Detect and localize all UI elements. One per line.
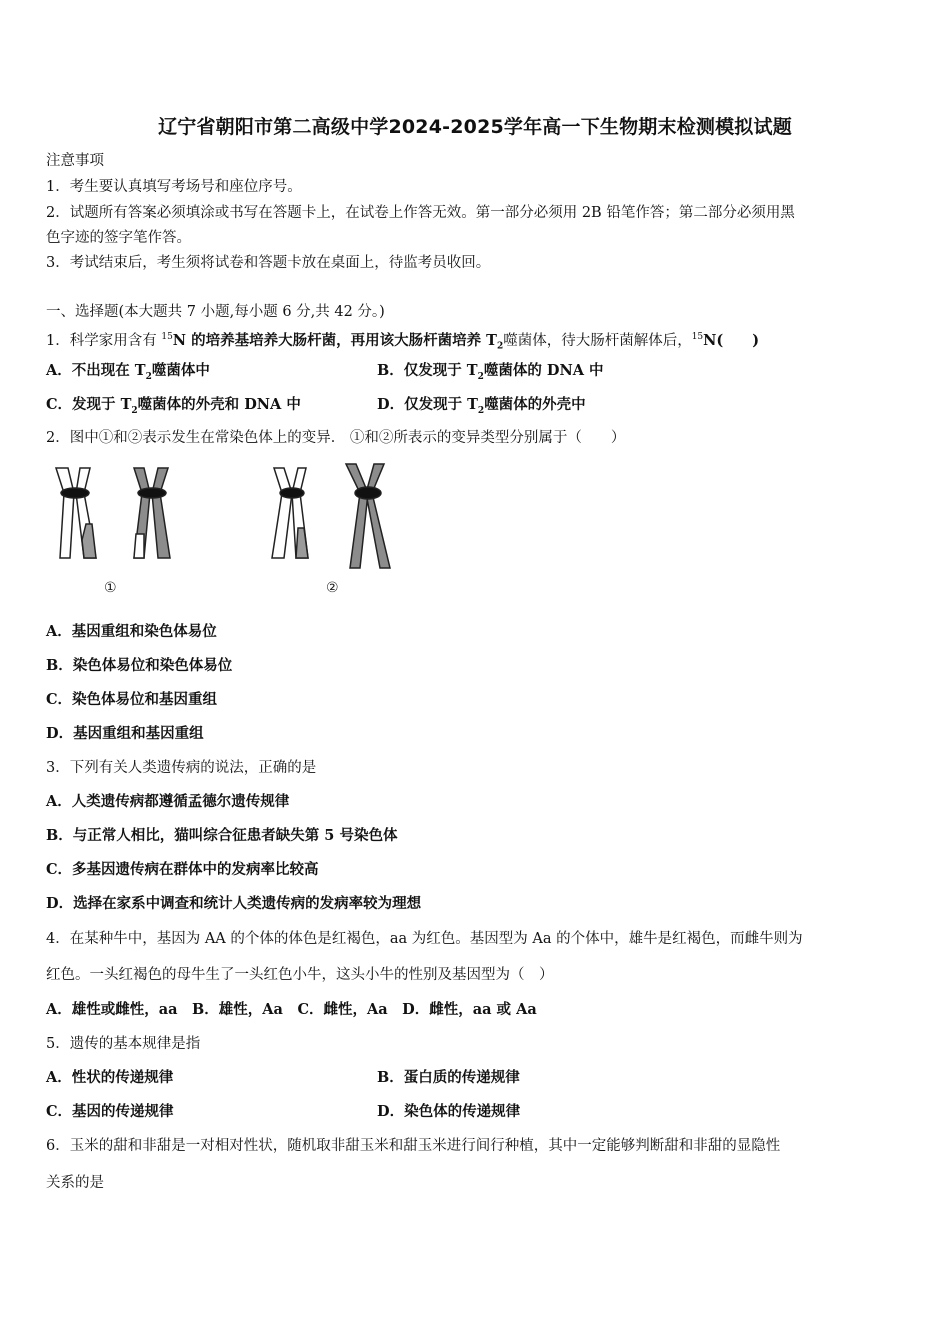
section-heading: 一、选择题(本大题共 7 小题,每小题 6 分,共 42 分。) bbox=[46, 304, 385, 320]
centromere bbox=[138, 488, 166, 498]
chromosome-white-3 bbox=[272, 468, 292, 558]
notice-item: 1．考生要认真填写考场号和座位序号。 bbox=[46, 179, 302, 195]
centromere bbox=[280, 488, 304, 498]
option-5a: A．性状的传递规律 bbox=[46, 1069, 174, 1086]
notice-item: 3．考试结束后，考生须将试卷和答题卡放在桌面上，待监考员收回。 bbox=[46, 255, 491, 271]
page-title: 辽宁省朝阳市第二高级中学2024-2025学年高一下生物期末检测模拟试题 bbox=[158, 116, 792, 138]
chromosome-white-1 bbox=[56, 468, 74, 558]
notice-item: 色字迹的签字笔作答。 bbox=[46, 230, 191, 246]
chromosome-grey-2 bbox=[152, 468, 170, 558]
chromosome-pair-1 bbox=[56, 468, 170, 558]
chromosome-grey-3 bbox=[346, 464, 368, 568]
question-3-stem: 3．下列有关人类遗传病的说法，正确的是 bbox=[46, 760, 317, 776]
option-5c: C．基因的传递规律 bbox=[46, 1103, 174, 1120]
option-2b: B．染色体易位和染色体易位 bbox=[46, 657, 233, 674]
option-5b: B．蛋白质的传递规律 bbox=[377, 1069, 520, 1086]
option-5d: D．染色体的传递规律 bbox=[377, 1103, 521, 1120]
translocated-segment bbox=[134, 534, 144, 558]
centromere bbox=[355, 487, 381, 499]
notice-heading: 注意事项 bbox=[46, 153, 104, 169]
centromere bbox=[61, 488, 89, 498]
option-3d: D．选择在家系中调查和统计人类遗传病的发病率较为理想 bbox=[46, 895, 422, 912]
option-3b: B．与正常人相比，猫叫综合征患者缺失第 5 号染色体 bbox=[46, 827, 398, 844]
question-1-stem: 1．科学家用含有 $^{15}$N 的培养基培养大肠杆菌，再用该大肠杆菌培养 $T_2$噬菌体，待大肠杆菌解体后，$^{15}$N( ) bbox=[46, 331, 760, 352]
question-4-stem-cont: 红色。一头红褐色的母牛生了一头红色小牛，这头小牛的性别及基因型为（ ） bbox=[46, 967, 554, 983]
option-2c: C．染色体易位和基因重组 bbox=[46, 691, 218, 708]
notice-item: 2．试题所有答案必须填涂或书写在答题卡上，在试卷上作答无效。第一部分必须用 2B 铅笔作答；第二部分必须用黑 bbox=[46, 205, 795, 221]
chromosome-figure bbox=[46, 462, 406, 602]
translocated-segment bbox=[82, 524, 96, 558]
question-6-stem-cont: 关系的是 bbox=[46, 1175, 104, 1191]
option-1d: D．仅发现于 $T_2$噬菌体的外壳中 bbox=[377, 396, 586, 416]
figure-label-2: ② bbox=[326, 580, 339, 596]
option-2d: D．基因重组和基因重组 bbox=[46, 725, 204, 742]
question-2-stem: 2．图中①和②表示发生在常染色体上的变异． ①和②所表示的变异类型分别属于（ ） bbox=[46, 430, 626, 446]
question-6-stem: 6．玉米的甜和非甜是一对相对性状，随机取非甜玉米和甜玉米进行间行种植，其中一定能够判断甜和非甜的显隐性 bbox=[46, 1138, 781, 1154]
question-5-stem: 5．遗传的基本规律是指 bbox=[46, 1036, 201, 1052]
question-4-options: A．雄性或雌性，aa B．雄性，Aa C．雌性，Aa D．雌性，aa 或 Aa bbox=[46, 1001, 537, 1018]
option-1b: B．仅发现于 $T_2$噬菌体的 DNA 中 bbox=[377, 362, 604, 382]
option-1c: C．发现于 $T_2$噬菌体的外壳和 DNA 中 bbox=[46, 396, 301, 416]
option-3c: C．多基因遗传病在群体中的发病率比较高 bbox=[46, 861, 319, 878]
chromosome-pair-2 bbox=[272, 464, 390, 568]
exchanged-segment bbox=[296, 528, 308, 558]
option-3a: A．人类遗传病都遵循孟德尔遗传规律 bbox=[46, 793, 290, 810]
option-1a: A．不出现在 $T_2$噬菌体中 bbox=[46, 362, 210, 382]
option-2a: A．基因重组和染色体易位 bbox=[46, 623, 217, 640]
chromosome-grey-4 bbox=[366, 464, 390, 568]
question-4-stem: 4．在某种牛中，基因为 AA 的个体的体色是红褐色，aa 为红色。基因型为 Aa 的个体中，雄牛是红褐色，而雌牛则为 bbox=[46, 931, 803, 947]
figure-label-1: ① bbox=[104, 580, 117, 596]
